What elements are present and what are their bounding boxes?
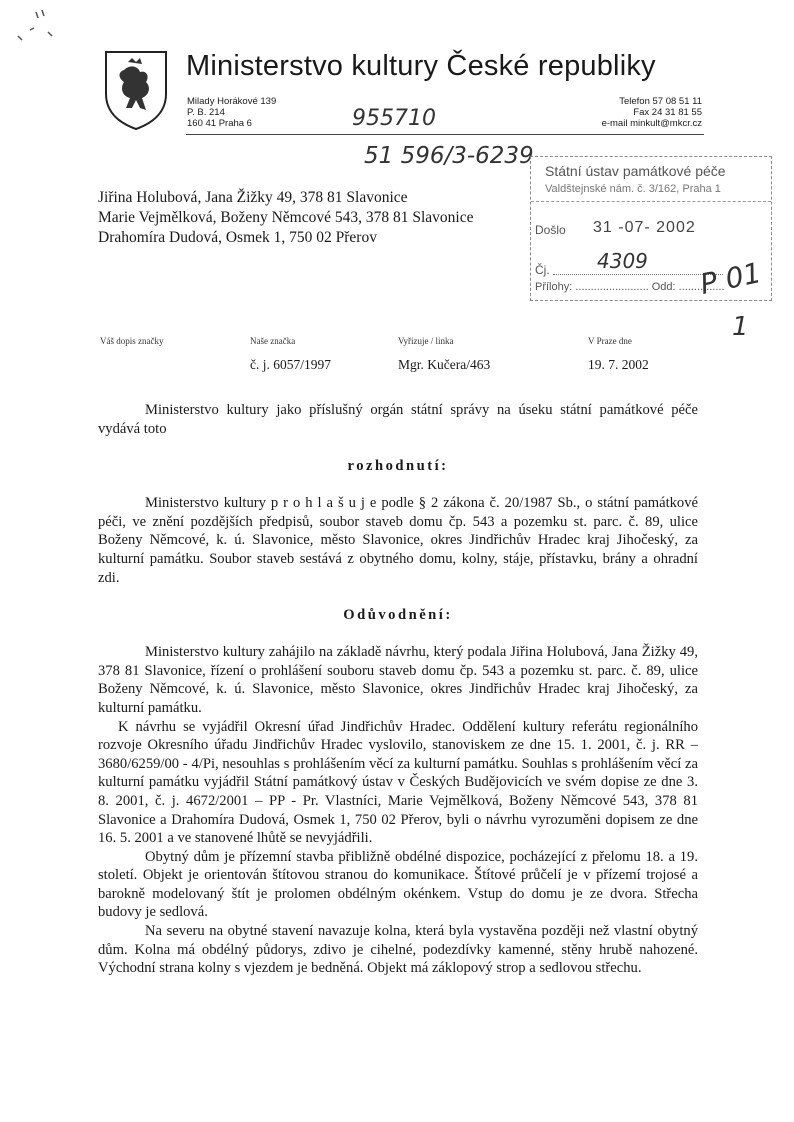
decision-heading: rozhodnutí: [347,458,449,475]
recipient-line: Marie Vejmělková, Boženy Němcové 543, 378 81 Slavonice [98,209,474,226]
coat-of-arms-logo [102,48,170,132]
phone: Telefon 57 08 51 11 [619,96,702,107]
recipient-block [98,188,474,248]
address-line: Milady Horákové 139 [187,96,277,107]
intro-paragraph: Ministerstvo kultury jako příslušný orgán státní správy na úseku státní památkové péče vydává toto [98,402,698,437]
address-line: P. B. 214 [187,107,225,118]
handled-by-value: Mgr. Kučera/463 [398,357,491,372]
stamp-cj-number: 4309 [597,249,648,273]
document-body [98,401,698,978]
handwritten-number: 955710 [352,106,436,131]
margin-note-number: 1 [732,312,749,342]
fax: Fax 24 31 81 55 [633,107,702,118]
address-line: 160 41 Praha 6 [187,118,252,129]
handled-by-label: Vyřizuje / linka [398,336,454,346]
ministry-title: Ministerstvo kultury České republiky [186,50,656,82]
stamp-doslo-label: Došlo [535,223,566,237]
recipient-line: Jiřina Holubová, Jana Žižky 49, 378 81 Slavonice [98,189,408,206]
decision-paragraph: Ministerstvo kultury p r o h l a š u j e podle § 2 zákona č. 20/1987 Sb., o státní památkové péči, ve znění pozdějších předpisů, soubor staveb domu čp. 543 a pozemku st. parc. č. 89, ulice Boženy Němcové, k. ú. Slavonice, město Slavonice, okres Jindřichův Hradec kraj Jihočeský, za kulturní památku. Soubor staveb sestává z obytného domu, kolny, stáje, přístavku, brány a ohradní zdi. [98,495,698,586]
stamp-cj-label: Čj. [535,263,550,277]
stamp-attachments: Přílohy: ........................ Odd: ............... [535,281,725,293]
stamp-address: Valdštejnské nám. č. 3/162, Praha 1 [545,183,721,195]
header-divider [186,134,704,135]
corner-scribble [8,6,58,50]
margin-note: P 01 [697,255,765,302]
reasoning-paragraph: K návrhu se vyjádřil Okresní úřad Jindřichův Hradec. Oddělení kultury referátu regionálního rozvoje Okresního úřadu Jindřichův Hradec vyslovilo, stanoviskem ze dne 15. 1. 2001, č. j. RR – 3680/6259/00 - 4/Pi, nesouhlas s prohlášením věcí za kulturní památku. Souhlas s prohlášením věcí za kulturní památku vyjádřil Státní památkový ústav v Českých Budějovicích ve svém dopise ze dne 3. 8. 2001, č. j. 4672/2001 – PP - Pr. Vlastníci, Marie Vejmělková, Boženy Němcové 543, 378 81 Slavonice a Drahomíra Dudová, Osmek 1, 750 02 Přerov, byli o návrhu vyrozuměni dopisem ze dne 16. 5. 2001 a ve stanovené lhůtě se nevyjádřili. [98,718,698,847]
stamp-title: Státní ústav památkové péče [545,163,726,179]
stamp-date: 31 -07- 2002 [593,219,696,236]
recipient-line: Drahomíra Dudová, Osmek 1, 750 02 Přerov [98,229,377,246]
email: e-mail minkult@mkcr.cz [601,118,702,129]
date-value: 19. 7. 2002 [588,357,649,372]
reasoning-paragraph: Ministerstvo kultury zahájilo na základě návrhu, který podala Jiřina Holubová, Jana Žižky 49, 378 81 Slavonice, řízení o prohlášení souboru staveb domu čp. 543 a pozemku st. parc. č. 89, ulice Boženy Němcové, k. ú. Slavonice, město Slavonice, okres Jindřichův Hradec kraj Jihočeský, za kulturní památku. [98,644,698,716]
ministry-address [187,96,276,129]
reasoning-paragraph: Obytný dům je přízemní stavba přibližně obdélné dispozice, pocházející z přelomu 18. a 19. století. Objekt je orientován štítovou stranou do komunikace. Štítové průčelí je v přízemí trojosé a barokně modelovaný štít je prolomen obdélným okénkem. Vstup do domu je ze dvora. Střecha budovy je sedlová. [98,848,698,921]
ministry-contact [602,96,702,129]
handwritten-reference: 51 596/3-6239 [364,143,534,169]
date-label: V Praze dne [588,336,632,346]
reasoning-heading: Odůvodnění: [343,607,453,624]
reasoning-paragraph: Na severu na obytné stavení navazuje kolna, která byla vystavěna později než vlastní obytný dům. Kolna má obdélný půdorys, zdivo je cihelné, podezdívky kamenné, stěny hrubě nahozené. Východní strana kolny s vjezdem je bedněná. Objekt má záklopový strop a sedlovou střechu. [98,923,698,977]
our-reference-value: č. j. 6057/1997 [250,357,331,372]
our-reference-label: Naše značka [250,336,296,346]
your-letter-label: Váš dopis značky [100,336,164,346]
